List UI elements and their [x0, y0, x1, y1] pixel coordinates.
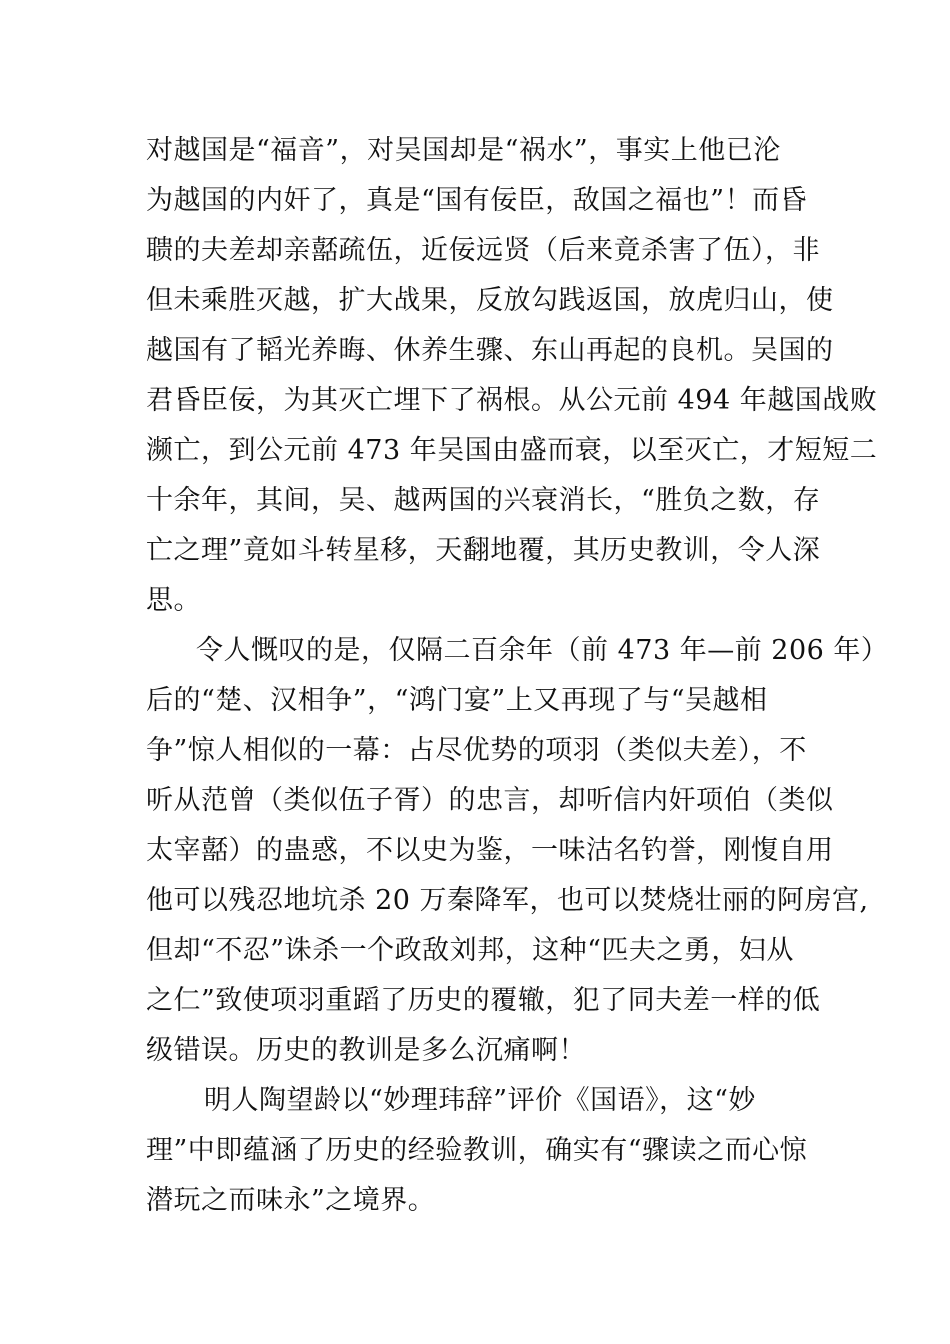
text-line: 君昏臣佞，为其灭亡埋下了祸根。从公元前 494 年越国战败 [146, 385, 878, 416]
text-line: 但却“不忍”诛杀一个政敌刘邦，这种“匹夫之勇，妇从 [146, 935, 794, 966]
text-line: 理”中即蕴涵了历史的经验教训，确实有“骤读之而心惊 [146, 1135, 808, 1166]
text-line: 思。 [146, 585, 201, 616]
text-line: 听从范曾（类似伍子胥）的忠言，却听信内奸项伯（类似 [146, 785, 834, 816]
text-line: 太宰嚭）的蛊惑，不以史为鉴，一味沽名钓誉，刚愎自用 [146, 835, 834, 866]
text-line: 对越国是“福音”，对吴国却是“祸水”，事实上他已沦 [146, 135, 781, 166]
text-line: 越国有了韬光养晦、休养生骤、东山再起的良机。吴国的 [146, 335, 834, 366]
text-line: 十余年，其间，吴、越两国的兴衰消长，“胜负之数，存 [146, 485, 821, 516]
text-line: 为越国的内奸了，真是“国有佞臣，敌国之福也”！而昏 [146, 185, 808, 216]
text-line: 令人慨叹的是，仅隔二百余年（前 473 年—前 206 年） [196, 635, 889, 666]
text-line: 级错误。历史的教训是多么沉痛啊！ [146, 1035, 586, 1066]
text-line: 亡之理”竟如斗转星移，天翻地覆，其历史教训，令人深 [146, 535, 821, 566]
text-line: 后的“楚、汉相争”，“鸿门宴”上又再现了与“吴越相 [146, 685, 768, 716]
text-line: 之仁”致使项羽重蹈了历史的覆辙，犯了同夫差一样的低 [146, 985, 821, 1016]
text-line: 潜玩之而味永”之境界。 [146, 1185, 436, 1216]
text-line: 聩的夫差却亲嚭疏伍，近佞远贤（后来竟杀害了伍），非 [146, 235, 820, 266]
text-line: 但未乘胜灭越，扩大战果，反放勾践返国，放虎归山，使 [146, 285, 834, 316]
text-line: 争”惊人相似的一幕：占尽优势的项羽（类似夫差），不 [146, 735, 807, 766]
text-line: 濒亡，到公元前 473 年吴国由盛而衰，以至灭亡，才短短二 [146, 435, 878, 466]
text-line: 他可以残忍地坑杀 20 万秦降军，也可以焚烧壮丽的阿房宫, [146, 885, 869, 916]
text-line: 明人陶望龄以“妙理玮辞”评价《国语》，这“妙 [204, 1085, 756, 1116]
